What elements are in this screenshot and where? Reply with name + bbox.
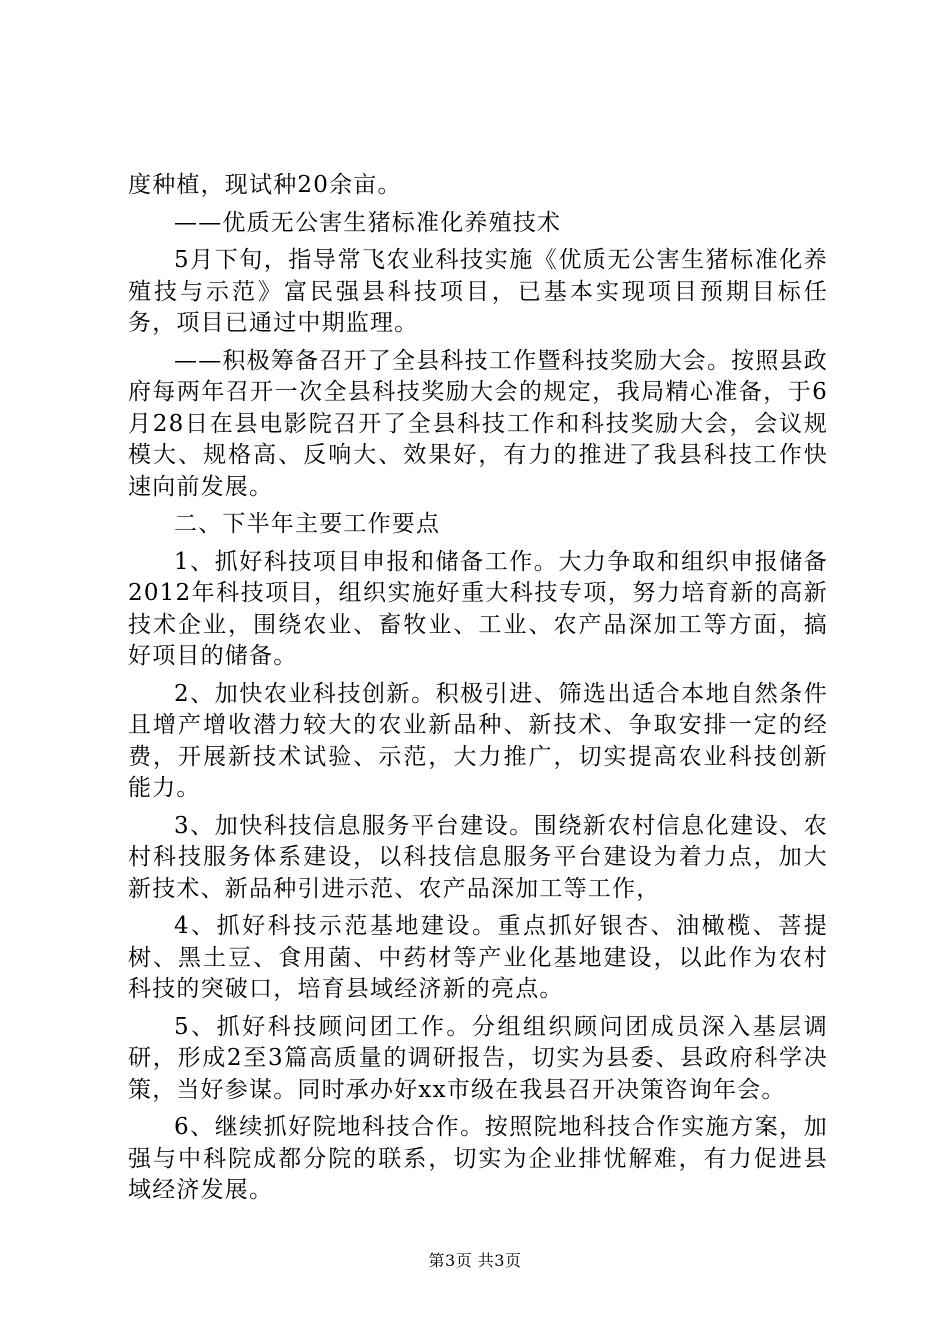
page-number-footer: 第3页 共3页 (428, 1251, 522, 1270)
paragraph-item-1: 1、抓好科技项目申报和储备工作。大力争取和组织申报储备2012年科技项目，组织实施好重大科技专项，努力培育新的高新技术企业，围绕农业、畜牧业、工业、农产品深加工等方面，搞好项目的储备。 (128, 548, 828, 669)
paragraph-science-award-conference: ——积极筹备召开了全县科技工作暨科技奖励大会。按照县政府每两年召开一次全县科技奖励大会的规定，我局精心准备，于6月28日在县电影院召开了全县科技工作和科技奖励大会，会议规模大、规格高、反响大、效果好，有力的推进了我县科技工作快速向前发展。 (128, 347, 828, 500)
paragraph-item-2: 2、加快农业科技创新。积极引进、筛选出适合本地自然条件且增产增收潜力较大的农业新品种、新技术、争取安排一定的经费，开展新技术试验、示范，大力推广，切实提高农业科技创新能力。 (128, 680, 828, 801)
paragraph-heading-pig-farming: ——优质无公害生猪标准化养殖技术 (174, 209, 562, 236)
section-heading-second-half: 二、下半年主要工作要点 (174, 511, 441, 537)
paragraph-pig-farming-project: 5月下旬，指导常飞农业科技实施《优质无公害生猪标准化养殖技与示范》富民强县科技项目，已基本实现项目预期目标任务，项目已通过中期监理。 (128, 247, 828, 336)
paragraph-item-6: 6、继续抓好院地科技合作。按照院地科技合作实施方案，加强与中科院成都分院的联系，切实为企业排忧解难，有力促进县域经济发展。 (128, 1114, 828, 1203)
paragraph-continuation: 度种植，现试种20余亩。 (128, 172, 402, 198)
document-body (128, 170, 828, 1213)
paragraph-item-3: 3、加快科技信息服务平台建设。围绕新农村信息化建设、农村科技服务体系建设，以科技信息服务平台建设为着力点，加大新技术、新品种引进示范、农产品深加工等工作， (128, 812, 828, 902)
paragraph-item-5: 5、抓好科技顾问团工作。分组组织顾问团成员深入基层调研，形成2至3篇高质量的调研报告，切实为县委、县政府科学决策，当好参谋。同时承办好xx市级在我县召开决策咨询年会。 (128, 1013, 828, 1103)
paragraph-item-4: 4、抓好科技示范基地建设。重点抓好银杏、油橄榄、菩提树、黑土豆、食用菌、中药材等产业化基地建设，以此作为农村科技的突破口，培育县域经济新的亮点。 (128, 913, 828, 1002)
